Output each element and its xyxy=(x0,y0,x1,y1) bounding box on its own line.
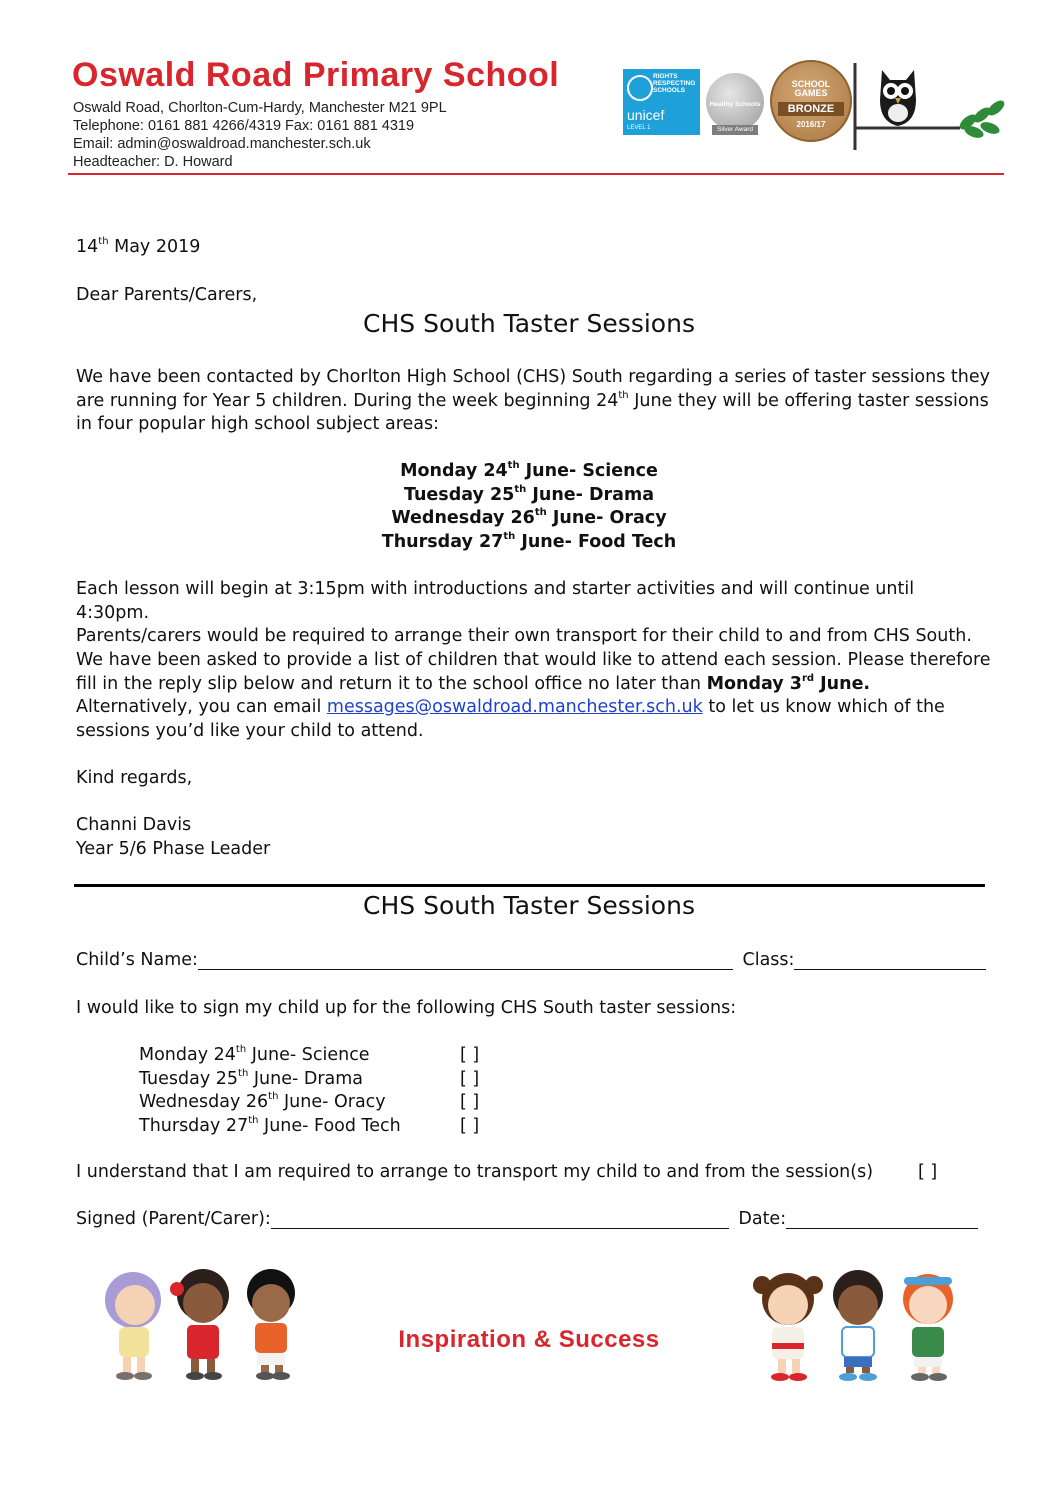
school-games-bronze-badge xyxy=(770,60,852,142)
signature-field[interactable] xyxy=(271,1210,729,1229)
unicef-logo-text: unicef xyxy=(627,107,665,123)
rights-respecting-schools-badge xyxy=(623,69,700,135)
owl-branch-logo xyxy=(850,60,1010,155)
paragraph-intro: We have been contacted by Chorlton High School (CHS) South regarding a series of taster sessions they are running for Year 5 children. During the week beginning 24th June they will be offering taster sessions in four popular high school subject areas: xyxy=(76,367,990,434)
salutation: Dear Parents/Carers, xyxy=(76,285,258,305)
paragraph-request: We have been asked to provide a list of children that would like to attend each session. Please therefore fill in the reply slip below and return it to the school office no later than Monday 3rd June. Alternatively, you can email messages@oswaldroad.manchester.sch.uk to let us know which of the sessions you’d like your child to attend. xyxy=(76,650,991,741)
letter-date: 14th May 2019 xyxy=(76,236,201,257)
session-item: Monday 24th June- Science xyxy=(400,460,658,481)
option-row: Wednesday 26th June- Oracy [ ] xyxy=(139,1091,401,1115)
letter-title: CHS South Taster Sessions xyxy=(363,309,695,338)
session-item: Tuesday 25th June- Drama xyxy=(403,483,655,505)
option-row: Thursday 27th June- Food Tech [ ] xyxy=(139,1115,401,1139)
session-item: Wednesday 26th June- Oracy xyxy=(391,507,667,528)
transport-checkbox[interactable]: [ ] xyxy=(918,1162,938,1182)
child-name-label: Child’s Name: xyxy=(76,950,198,970)
class-field[interactable] xyxy=(794,951,986,970)
slip-title: CHS South Taster Sessions xyxy=(363,891,695,920)
closing: Kind regards, xyxy=(76,768,193,788)
school-email: Email: admin@oswaldroad.manchester.sch.uk xyxy=(73,136,371,152)
transport-statement: I understand that I am required to arrange to transport my child to and from the session(s) xyxy=(76,1162,874,1182)
slip-divider xyxy=(74,884,985,887)
session-list xyxy=(0,460,1058,554)
healthy-schools-award: Silver Award xyxy=(712,125,758,135)
email-link[interactable]: messages@oswaldroad.manchester.sch.uk xyxy=(326,697,703,717)
school-name: Oswald Road Primary School xyxy=(72,56,560,94)
option-row: Monday 24th June- Science [ ] xyxy=(139,1044,401,1068)
option-row: Tuesday 25th June- Drama [ ] xyxy=(139,1068,401,1092)
children-illustration-right xyxy=(748,1265,968,1385)
signatory-name: Channi Davis xyxy=(76,815,192,835)
session-checkbox[interactable]: [ ] xyxy=(460,1045,480,1065)
healthy-schools-badge xyxy=(706,73,764,131)
session-options xyxy=(139,1044,480,1138)
paragraph-timing: Each lesson will begin at 3:15pm with introductions and starter activities and will continue until 4:30pm. Parents/carers would be required to arrange their own transport for their child to and from CHS South. xyxy=(76,579,972,646)
children-illustration-left xyxy=(95,1265,310,1383)
class-label: Class: xyxy=(742,950,795,970)
deadline: Monday 3rd June. xyxy=(706,672,871,694)
session-item: Thursday 27th June- Food Tech xyxy=(381,530,677,552)
school-motto: Inspiration & Success xyxy=(398,1326,660,1353)
signup-instruction: I would like to sign my child up for the following CHS South taster sessions: xyxy=(76,998,737,1018)
date-label: Date: xyxy=(738,1209,787,1229)
school-telephone: Telephone: 0161 881 4266/4319 Fax: 0161 881 4319 xyxy=(73,118,415,134)
school-address: Oswald Road, Chorlton-Cum-Hardy, Manchester M21 9PL xyxy=(73,100,447,116)
signatory-role: Year 5/6 Phase Leader xyxy=(76,838,271,859)
rrs-level: LEVEL 1 xyxy=(627,125,651,131)
child-name-row xyxy=(76,950,986,970)
signature-row xyxy=(76,1209,978,1229)
games-top-text: SCHOOL xyxy=(791,79,831,89)
games-level-text: BRONZE xyxy=(778,102,844,116)
rrs-line-2: RESPECTING xyxy=(653,80,696,87)
session-checkbox[interactable]: [ ] xyxy=(460,1115,480,1136)
globe-icon xyxy=(627,75,653,101)
headteacher: Headteacher: D. Howard xyxy=(73,154,233,170)
rrs-line-1: RIGHTS xyxy=(653,73,678,80)
session-checkbox[interactable]: [ ] xyxy=(460,1092,480,1112)
date-field[interactable] xyxy=(786,1210,978,1229)
rrs-line-3: SCHOOLS xyxy=(653,87,686,94)
signed-label: Signed (Parent/Carer): xyxy=(76,1209,271,1229)
session-checkbox[interactable]: [ ] xyxy=(460,1068,480,1089)
games-mid-text: GAMES xyxy=(794,88,828,98)
healthy-schools-text: Healthy Schools xyxy=(709,101,761,108)
child-name-field[interactable] xyxy=(198,951,733,970)
signature-block xyxy=(76,814,991,861)
leaves-icon xyxy=(957,98,1007,140)
header-divider xyxy=(68,173,1004,175)
games-year-text: 2016/17 xyxy=(796,120,826,129)
owl-icon xyxy=(880,70,916,126)
